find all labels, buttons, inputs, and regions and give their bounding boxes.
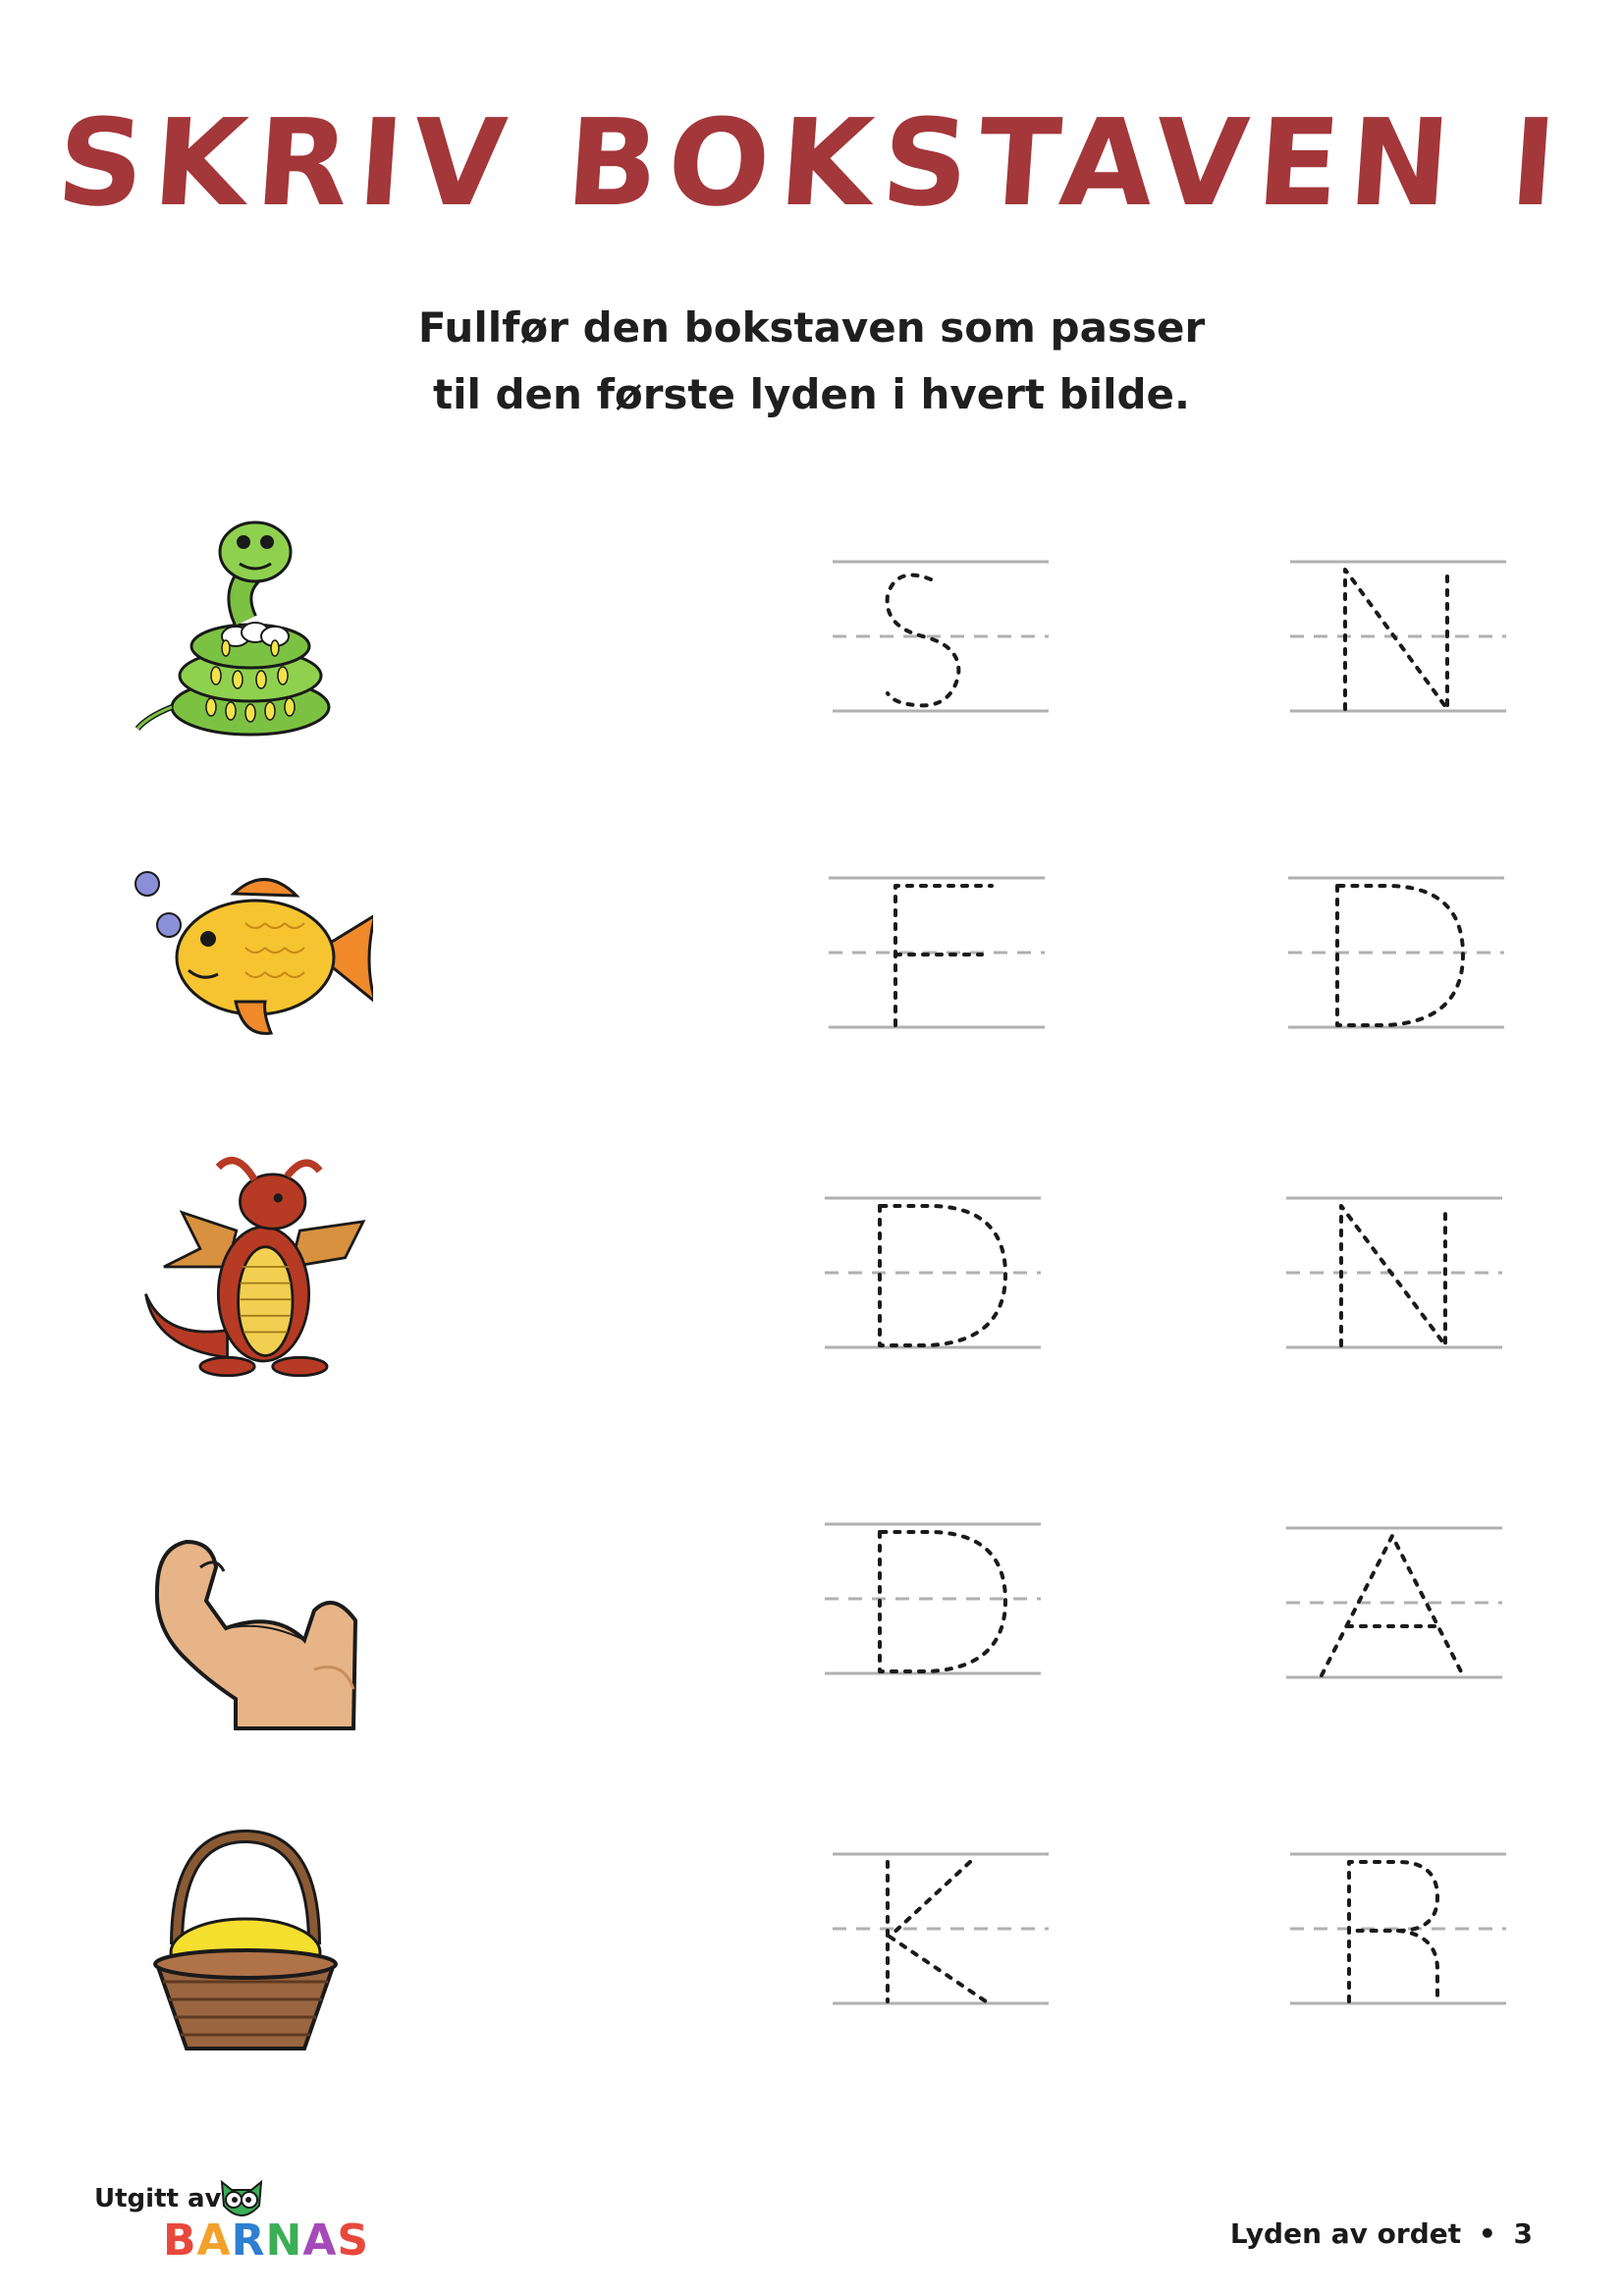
flexed-arm-icon [118, 1503, 373, 1738]
instructions-line-1: Fullfør den bokstaven som passer [417, 303, 1206, 352]
letter-tracing-k[interactable] [833, 1832, 1049, 2019]
exercise-row-1 [0, 511, 1623, 746]
snake-icon [118, 511, 373, 746]
brand-name: BARNAS [163, 2215, 370, 2266]
page-title: SKRIV BOKSTAVEN I [52, 93, 1571, 233]
letter-tracing-n[interactable] [1290, 540, 1506, 727]
basket-icon [118, 1827, 373, 2062]
letter-tracing-s[interactable] [833, 540, 1049, 727]
instructions-line-2: til den første lyden i hvert bilde. [433, 370, 1190, 418]
exercise-row-5 [0, 1827, 1623, 2062]
page-footer [1230, 2217, 1533, 2250]
letter-tracing-d[interactable] [825, 1176, 1041, 1363]
publisher-logo [94, 2172, 389, 2270]
published-by-label: Utgitt av [94, 2184, 222, 2214]
page-label: Lyden av ordet [1229, 2217, 1462, 2250]
letter-tracing-d[interactable] [825, 1503, 1041, 1689]
fish-icon [118, 845, 373, 1080]
page-number: 3 [1513, 2217, 1533, 2250]
exercise-row-4 [0, 1503, 1623, 1738]
instructions [0, 295, 1623, 428]
bullet-separator: • [1478, 2217, 1496, 2250]
letter-tracing-f[interactable] [829, 856, 1045, 1043]
letter-tracing-n[interactable] [1286, 1176, 1502, 1363]
letter-tracing-r[interactable] [1290, 1832, 1506, 2019]
dragon-icon [118, 1149, 373, 1385]
letter-tracing-a[interactable] [1286, 1506, 1502, 1693]
exercise-row-3 [0, 1149, 1623, 1385]
letter-tracing-d[interactable] [1288, 856, 1504, 1043]
exercise-row-2 [0, 845, 1623, 1080]
